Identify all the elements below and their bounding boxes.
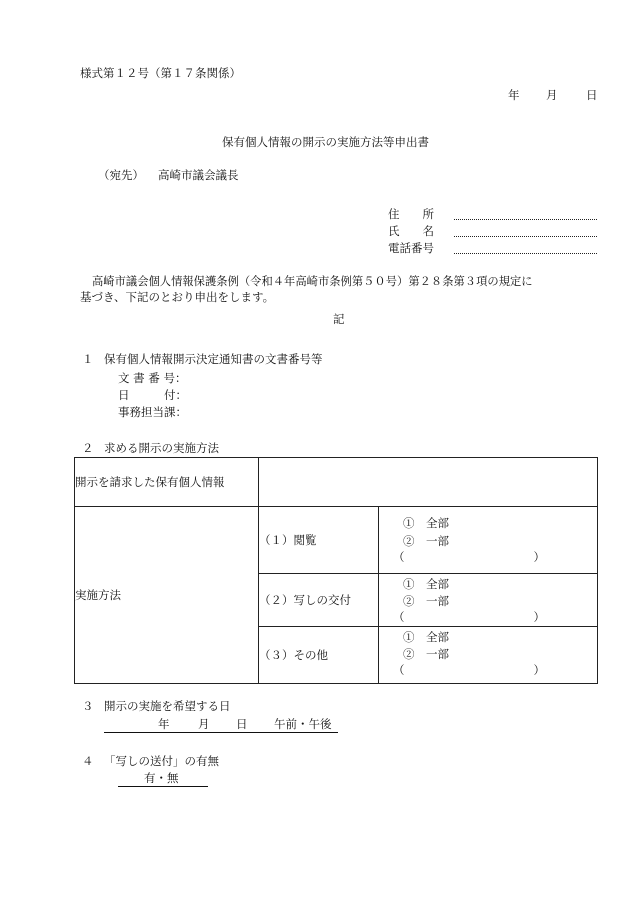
address-label: 住 所 — [388, 207, 434, 221]
section4-number: ４ — [82, 754, 94, 768]
name-label: 氏 名 — [388, 224, 434, 238]
addressee-label: （宛先） — [98, 168, 144, 182]
date-year-label: 年 — [508, 88, 520, 102]
section2-number: ２ — [82, 441, 94, 455]
preferred-date-underline[interactable] — [104, 732, 338, 733]
section2-heading: 求める開示の実施方法 — [104, 441, 219, 455]
ki-label: 記 — [333, 312, 345, 326]
address-field[interactable] — [454, 219, 597, 220]
doc-number-label: 文 書 番 号： — [118, 371, 187, 385]
paren-open: （ — [393, 550, 405, 564]
office-label: 事務担当課： — [118, 405, 187, 419]
opt-all[interactable]: ① 全部 — [403, 516, 449, 530]
section1-heading: 保有個人情報開示決定通知書の文書番号等 — [104, 352, 323, 366]
doc-date-label: 日 付： — [118, 388, 187, 402]
preferred-month: 月 — [198, 717, 210, 731]
opt-all[interactable]: ① 全部 — [403, 630, 449, 644]
table-row — [75, 458, 598, 507]
addressee: 高崎市議会議長 — [158, 168, 239, 182]
date-month-label: 月 — [546, 88, 558, 102]
intro-line-2: 基づき、下記のとおり申出をします。 — [80, 290, 275, 304]
section1-number: １ — [82, 352, 94, 366]
paren-open: （ — [393, 663, 405, 677]
paren-close: ） — [533, 663, 545, 677]
mail-copy-underline — [118, 786, 208, 787]
phone-label: 電話番号 — [388, 241, 434, 255]
method-options-other[interactable] — [379, 627, 598, 684]
method-label: 実施方法 — [75, 507, 259, 684]
section3-heading: 開示の実施を希望する日 — [104, 699, 231, 713]
opt-partial[interactable]: ② 一部 — [403, 647, 449, 661]
method-label-copy: （２）写しの交付 — [259, 574, 379, 627]
requested-info-field[interactable] — [259, 458, 598, 507]
table-row — [75, 507, 598, 574]
form-number: 様式第１２号（第１７条関係） — [80, 66, 241, 80]
intro-line-1: 高崎市議会個人情報保護条例（令和４年高崎市条例第５０号）第２８条第３項の規定に — [92, 275, 533, 288]
document-title: 保有個人情報の開示の実施方法等申出書 — [222, 135, 429, 149]
mail-copy-choice[interactable]: 有・無 — [144, 771, 179, 785]
preferred-ampm[interactable]: 午前・午後 — [274, 717, 332, 731]
preferred-year: 年 — [158, 717, 170, 731]
paren-close: ） — [533, 550, 545, 564]
method-options-view[interactable] — [379, 507, 598, 574]
paren-open: （ — [393, 610, 405, 624]
method-options-copy[interactable] — [379, 574, 598, 627]
date-day-label: 日 — [586, 88, 598, 102]
section4-heading: 「写しの送付」の有無 — [104, 754, 219, 768]
section3-number: ３ — [82, 699, 94, 713]
preferred-day: 日 — [236, 717, 248, 731]
opt-all[interactable]: ① 全部 — [403, 577, 449, 591]
paren-close: ） — [533, 610, 545, 624]
opt-partial[interactable]: ② 一部 — [403, 534, 449, 548]
disclosure-method-table — [74, 457, 598, 684]
opt-partial[interactable]: ② 一部 — [403, 594, 449, 608]
method-label-other: （３）その他 — [259, 627, 379, 684]
requested-info-label: 開示を請求した保有個人情報 — [75, 458, 259, 507]
name-field[interactable] — [454, 236, 597, 237]
method-label-view: （１）閲覧 — [259, 507, 379, 574]
phone-field[interactable] — [454, 253, 597, 254]
